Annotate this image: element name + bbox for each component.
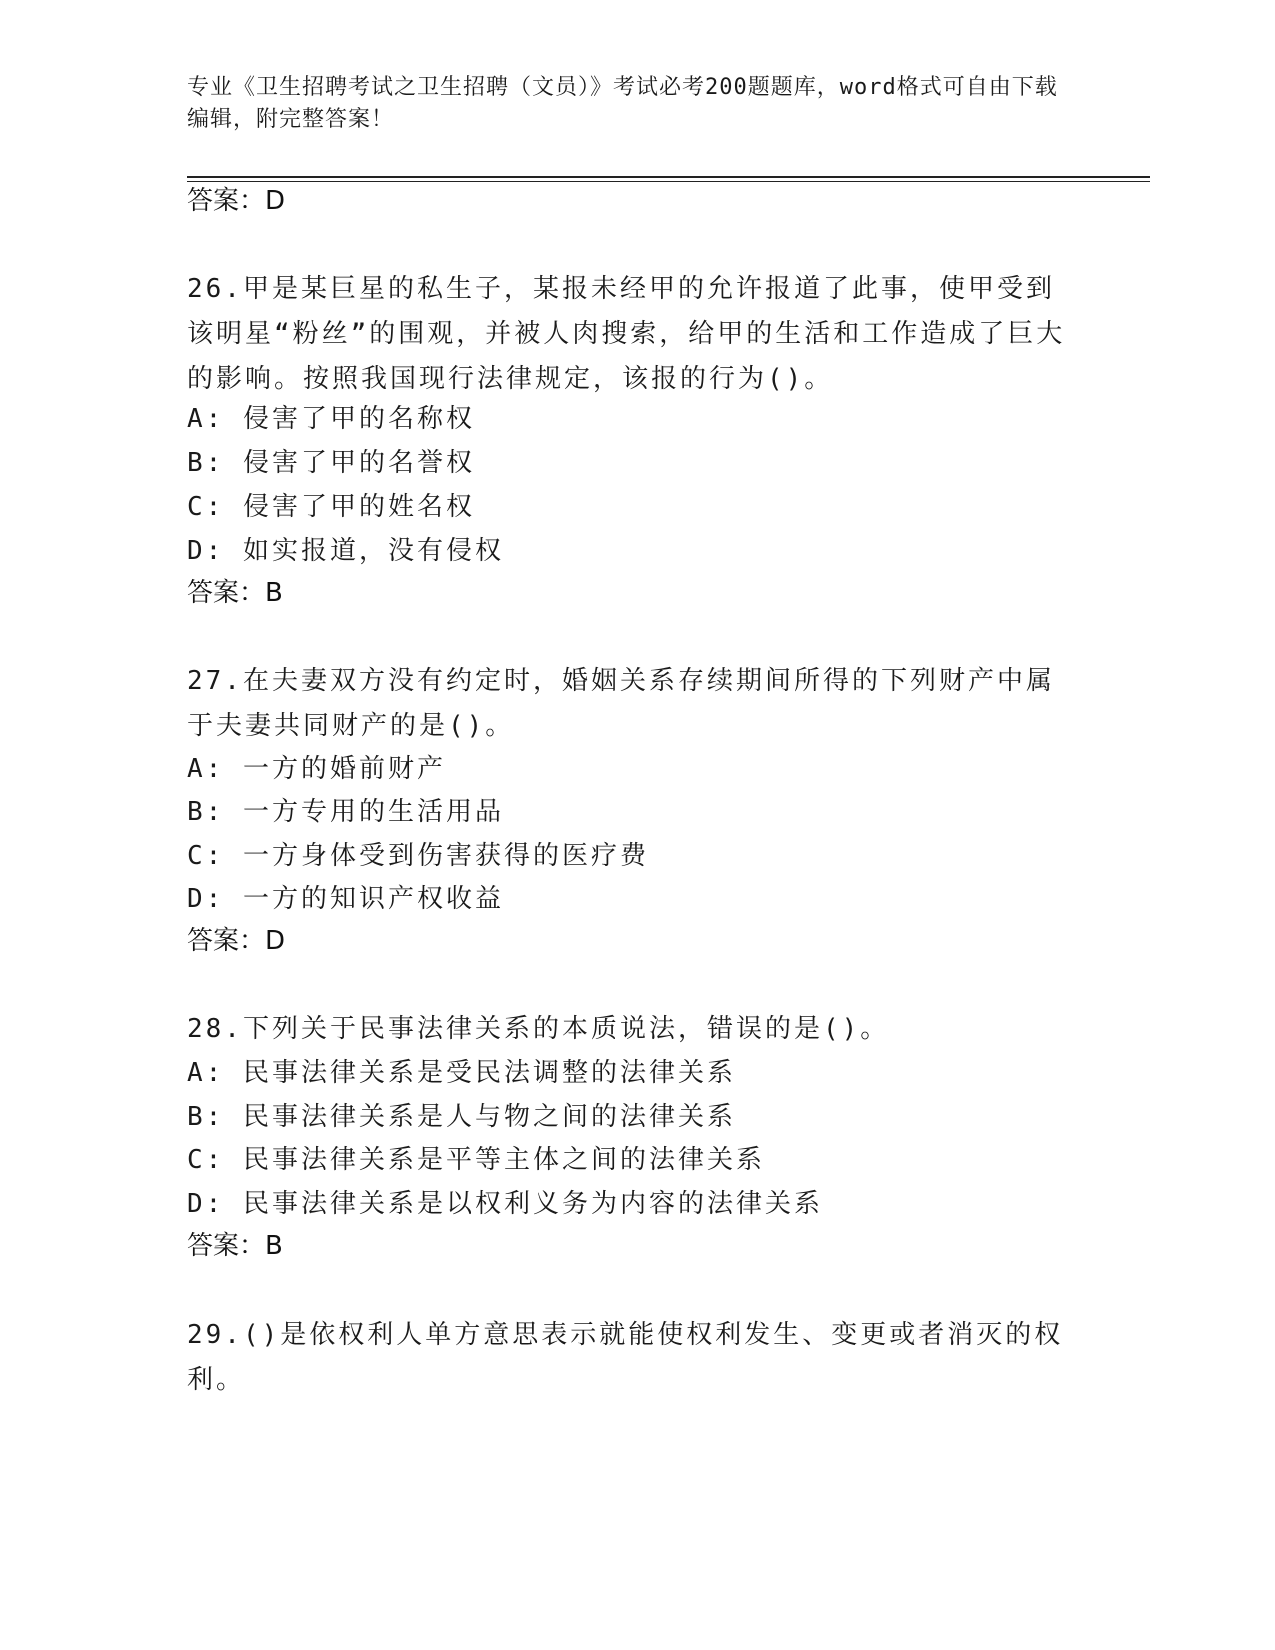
question-26-stem: 26.甲是某巨星的私生子，某报未经甲的允许报道了此事，使甲受到该明星“粉丝”的围观，并被人肉搜索，给甲的生活和工作造成了巨大的影响。按照我国现行法律规定，该报的行为()。 xyxy=(187,274,1066,394)
document-header: 专业《卫生招聘考试之卫生招聘（文员）》考试必考200题题库，word格式可自由下载编辑，附完整答案！ xyxy=(187,75,1058,132)
question-27-option-d: D: 一方的知识产权收益 xyxy=(187,884,504,914)
question-26-option-b: B: 侵害了甲的名誉权 xyxy=(187,448,475,478)
answer-26: 答案：B xyxy=(187,578,283,608)
answer-27: 答案：D xyxy=(187,926,286,956)
answer-28: 答案：B xyxy=(187,1231,283,1261)
question-26-option-a: A: 侵害了甲的名称权 xyxy=(187,404,475,434)
question-27-option-c: C: 一方身体受到伤害获得的医疗费 xyxy=(187,841,649,871)
question-26-option-d: D: 如实报道，没有侵权 xyxy=(187,536,504,566)
question-28-option-a: A: 民事法律关系是受民法调整的法律关系 xyxy=(187,1058,736,1088)
question-27-stem: 27.在夫妻双方没有约定时，婚姻关系存续期间所得的下列财产中属于夫妻共同财产的是()。 xyxy=(187,666,1055,741)
question-28-option-b: B: 民事法律关系是人与物之间的法律关系 xyxy=(187,1102,736,1132)
question-28-option-d: D: 民事法律关系是以权利义务为内容的法律关系 xyxy=(187,1189,823,1219)
question-29-stem: 29.()是依权利人单方意思表示就能使权利发生、变更或者消灭的权利。 xyxy=(187,1320,1064,1395)
question-27-option-a: A: 一方的婚前财产 xyxy=(187,754,446,784)
question-26-option-c: C: 侵害了甲的姓名权 xyxy=(187,492,475,522)
answer-25: 答案：D xyxy=(187,186,286,216)
question-28-stem: 28.下列关于民事法律关系的本质说法，错误的是()。 xyxy=(187,1014,890,1044)
header-divider-thick xyxy=(187,176,1150,178)
question-27-option-b: B: 一方专用的生活用品 xyxy=(187,797,504,827)
header-divider-thin xyxy=(187,181,1150,182)
question-28-option-c: C: 民事法律关系是平等主体之间的法律关系 xyxy=(187,1145,765,1175)
